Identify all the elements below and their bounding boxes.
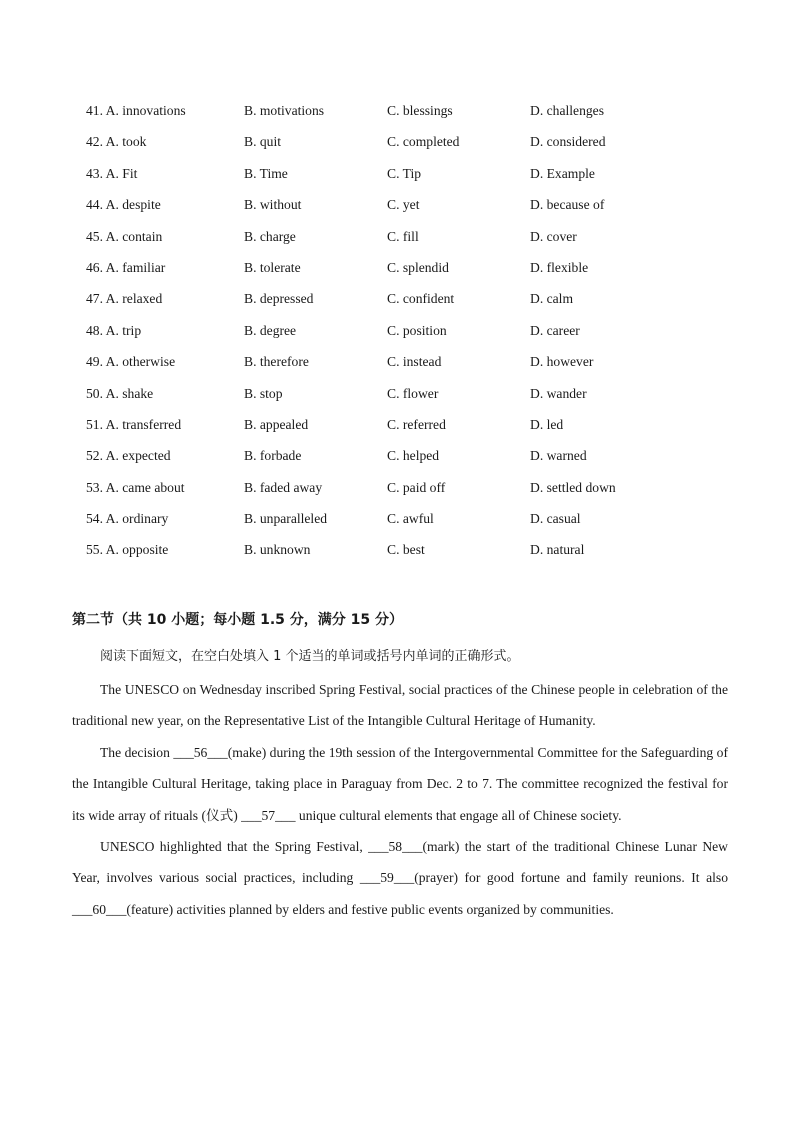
- option-d: D. career: [530, 322, 580, 338]
- option-c: C. blessings: [387, 103, 453, 118]
- option-d: D. wander: [530, 385, 587, 401]
- option-d: D. settled down: [530, 479, 616, 495]
- option-a: 46. A. familiar: [86, 259, 166, 275]
- option-b: B. without: [244, 197, 302, 213]
- option-b: B. unknown: [244, 542, 311, 558]
- section-heading: 第二节（共 10 小题；每小题 1.5 分，满分 15 分）: [72, 612, 404, 628]
- option-row-43: [86, 163, 746, 194]
- option-a: 45. A. contain: [86, 228, 163, 244]
- option-row-41: [86, 100, 746, 131]
- option-b: B. depressed: [244, 291, 314, 307]
- option-c: C. best: [387, 542, 425, 558]
- option-row-47: [86, 288, 746, 319]
- option-d: D. warned: [530, 448, 587, 464]
- option-row-48: [86, 320, 746, 351]
- option-c: C. fill: [387, 228, 419, 244]
- option-d: D. casual: [530, 511, 581, 527]
- option-row-54: [86, 508, 746, 539]
- option-c: C. yet: [387, 197, 420, 213]
- option-row-42: [86, 131, 746, 162]
- option-a: 51. A. transferred: [86, 416, 182, 432]
- options-table: [86, 100, 746, 571]
- option-c: C. paid off: [387, 479, 446, 495]
- option-c: C. Tip: [387, 165, 422, 181]
- option-a: 42. A. took: [86, 134, 147, 150]
- option-a: 55. A. opposite: [86, 542, 169, 558]
- option-b: B. appealed: [244, 416, 309, 432]
- option-a: 53. A. came about: [86, 479, 185, 495]
- option-c: C. awful: [387, 511, 434, 527]
- option-b: B. quit: [244, 134, 282, 150]
- option-b: B. stop: [244, 385, 283, 401]
- option-b: B. motivations: [244, 103, 325, 118]
- option-c: C. position: [387, 322, 447, 338]
- option-d: D. calm: [530, 291, 574, 307]
- section-instruction: 阅读下面短文，在空白处填入 1 个适当的单词或括号内单词的正确形式。: [100, 649, 520, 664]
- passage-paragraph-3: UNESCO highlighted that the Spring Festival, ___58___(mark) the start of the traditional Chinese Lunar New Year, involves various social practices, including ___59___(prayer) for good fortune and family reunions. It also ___60___(feature) activities planned by elders and festive public events organized by communities.: [72, 839, 728, 917]
- option-d: D. Example: [530, 165, 595, 181]
- option-b: B. degree: [244, 322, 297, 338]
- option-d: D. cover: [530, 228, 577, 244]
- option-b: B. tolerate: [244, 259, 301, 275]
- option-d: D. led: [530, 416, 564, 432]
- option-b: B. Time: [244, 165, 288, 181]
- option-row-51: [86, 414, 746, 445]
- option-d: D. however: [530, 354, 594, 370]
- option-b: B. unparalleled: [244, 511, 328, 527]
- option-a: 43. A. Fit: [86, 165, 138, 181]
- option-d: D. flexible: [530, 259, 589, 275]
- option-c: C. confident: [387, 291, 455, 307]
- option-c: C. splendid: [387, 259, 449, 275]
- option-row-50: [86, 383, 746, 414]
- option-d: D. natural: [530, 542, 585, 558]
- option-row-49: [86, 351, 746, 382]
- option-a: 48. A. trip: [86, 322, 142, 338]
- reading-passage: [72, 674, 728, 925]
- option-c: C. flower: [387, 385, 439, 401]
- option-row-44: [86, 194, 746, 225]
- option-row-55: [86, 539, 746, 570]
- passage-paragraph-2: The decision ___56___(make) during the 19th session of the Intergovernmental Committee for the Safeguarding of the Intangible Cultural Heritage, taking place in Paraguay from Dec. 2 to 7. The committee recognized the festival for its wide array of rituals (仪式) ___57___ unique cultural elements that engage all of Chinese society.: [72, 744, 728, 823]
- option-a: 44. A. despite: [86, 197, 161, 213]
- option-row-45: [86, 226, 746, 257]
- option-row-46: [86, 257, 746, 288]
- option-b: B. forbade: [244, 448, 302, 464]
- passage-paragraph-1: The UNESCO on Wednesday inscribed Spring Festival, social practices of the Chinese people in celebration of the traditional new year, on the Representative List of the Intangible Cultural Heritage of Humanity.: [72, 682, 728, 729]
- option-d: D. considered: [530, 134, 606, 150]
- option-d: D. challenges: [530, 103, 604, 118]
- option-a: 47. A. relaxed: [86, 291, 163, 307]
- option-a: 49. A. otherwise: [86, 354, 176, 370]
- option-c: C. completed: [387, 134, 460, 150]
- option-a: 41. A. innovations: [86, 103, 186, 118]
- option-c: C. referred: [387, 416, 446, 432]
- option-c: C. instead: [387, 354, 442, 370]
- option-row-52: [86, 445, 746, 476]
- option-c: C. helped: [387, 448, 440, 464]
- option-d: D. because of: [530, 197, 605, 213]
- option-row-53: [86, 477, 746, 508]
- option-a: 50. A. shake: [86, 385, 154, 401]
- option-b: B. charge: [244, 228, 296, 244]
- option-a: 54. A. ordinary: [86, 511, 169, 527]
- option-a: 52. A. expected: [86, 448, 171, 464]
- option-b: B. faded away: [244, 479, 323, 495]
- option-b: B. therefore: [244, 354, 309, 370]
